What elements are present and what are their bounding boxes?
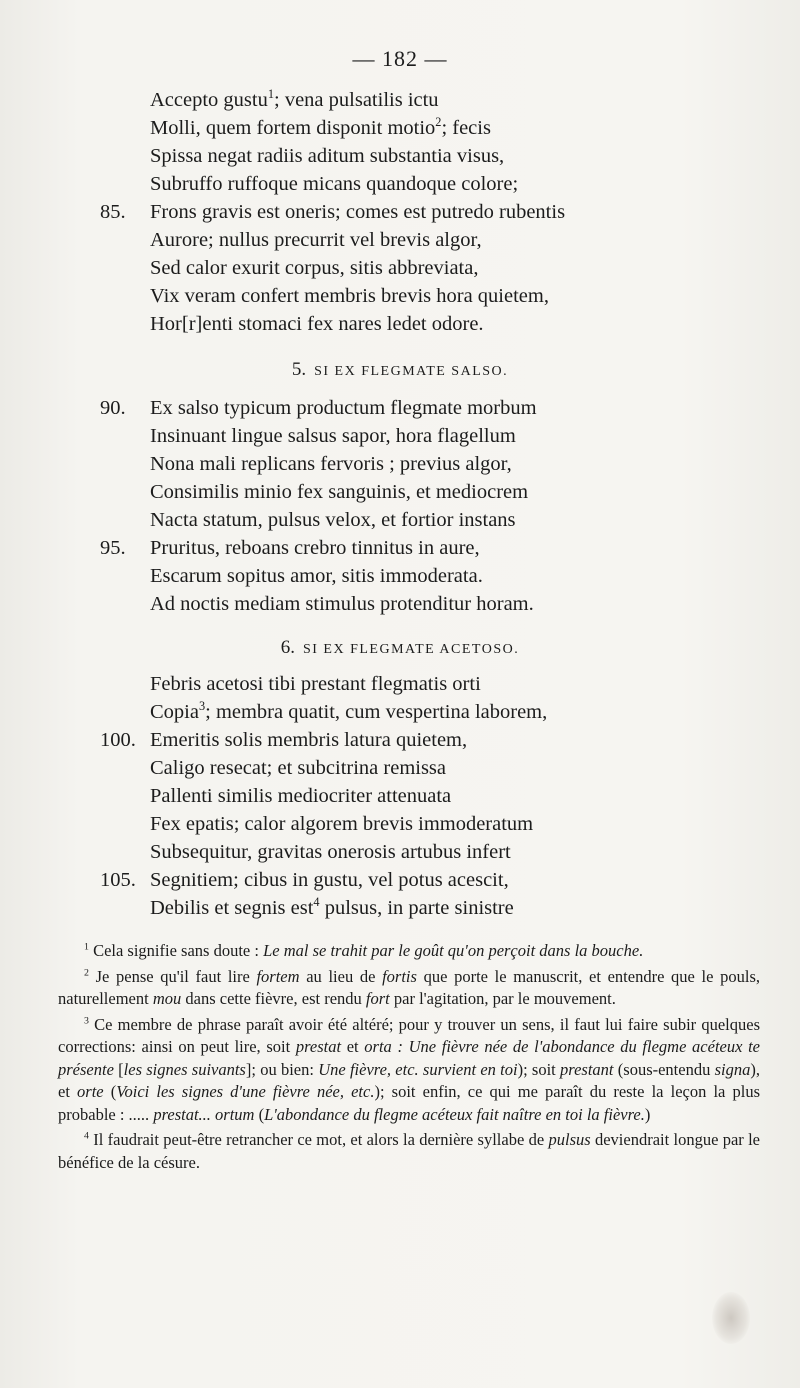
- footnote-text: (: [103, 1082, 117, 1101]
- verse-text: Debilis et segnis est: [150, 897, 314, 919]
- verse-line-text: [150, 726, 467, 754]
- footnote-italic: prestat... ortum: [153, 1104, 255, 1124]
- verse-line-number: 85.: [100, 201, 126, 223]
- verse-text: Copia: [150, 701, 199, 723]
- verse-text: Vix veram confert membris brevis hora quietem,: [150, 285, 549, 307]
- footnote-reference: 2: [435, 115, 442, 130]
- footnotes: [58, 940, 760, 1177]
- verse-line-text: [150, 534, 480, 562]
- verse-text: Caligo resecat; et subcitrina remissa: [150, 757, 447, 779]
- verse-text: Fex epatis; calor algorem brevis immoderatum: [150, 813, 534, 835]
- footnote-italic: Le mal se trahit par le goût qu'on perçoit dans la bouche.: [263, 941, 644, 960]
- verse-line-text: [150, 114, 491, 142]
- verse-line-text: [150, 478, 528, 506]
- verse-line-number: 100.: [100, 729, 136, 751]
- footnote-text: ]; ou bien:: [245, 1059, 319, 1079]
- footnote-3: [58, 1014, 760, 1127]
- section-title: SI EX FLEGMATE ACETOSO.: [302, 642, 520, 657]
- verse-text: Accepto gustu: [150, 89, 268, 111]
- verse-text: Aurore; nullus precurrit vel brevis algor,: [150, 229, 482, 251]
- footnote-2: [58, 966, 760, 1011]
- verse-line-text: [150, 562, 483, 590]
- verse-line-text: [150, 782, 451, 810]
- verse-text: Pallenti similis mediocriter attenuata: [150, 785, 452, 807]
- footnote-text: (sous-entendu: [613, 1059, 715, 1079]
- verse-text: Emeritis solis membris latura quietem,: [150, 729, 468, 751]
- footnote-italic: Voici les signes d'une fièvre née, etc.: [116, 1082, 375, 1101]
- verse-text: Subruffo ruffoque micans quandoque colore;: [150, 173, 519, 195]
- page-number: — 182 —: [352, 46, 448, 71]
- footnote-text: Cela signifie sans doute :: [88, 941, 264, 960]
- footnote-mark: 4: [84, 1130, 89, 1142]
- verse-line-text: [150, 254, 478, 282]
- footnote-text: [: [113, 1059, 124, 1079]
- footnote-reference: 4: [313, 895, 320, 910]
- verse-line-text: [150, 226, 482, 254]
- verse-line-text: [150, 282, 549, 310]
- section-number: 6.: [280, 637, 295, 658]
- footnote-text: au lieu de: [299, 966, 383, 986]
- footnote-text: deviendrait longue par le bénéfice de la césure.: [58, 1130, 760, 1172]
- verse-text: Ex salso typicum productum flegmate morbum: [150, 397, 537, 419]
- footnote-text: (: [254, 1104, 265, 1124]
- verse-line-text: [150, 894, 514, 922]
- verse-line-number: 95.: [100, 537, 126, 559]
- footnote-italic: Une fièvre, etc. survient en toi: [318, 1059, 518, 1079]
- verse-text: ; fecis: [441, 117, 491, 139]
- footnote-text: Ce membre de phrase paraît avoir été altéré; pour y trouver un sens, il faut lui faire subir quelques corrections: ainsi on peut lire, soit: [58, 1014, 760, 1056]
- footnote-text: que porte le manuscrit, et entendre que le pouls, naturellement: [58, 966, 760, 1008]
- footnote-italic: orta : Une fièvre née de l'abondance du flegme acéteux te présente: [58, 1037, 760, 1079]
- verse-line-text: [150, 142, 504, 170]
- section-title: SI EX FLEGMATE SALSO.: [314, 364, 509, 379]
- verse-line-text: [150, 866, 509, 894]
- verse-line-text: [150, 198, 565, 226]
- verse-text: Febris acetosi tibi prestant flegmatis orti: [150, 673, 481, 695]
- footnote-italic: fortis: [382, 966, 417, 986]
- footnote-italic: les signes suivants: [123, 1059, 246, 1079]
- footnote-italic: fort: [365, 989, 390, 1008]
- verse-line-text: [150, 422, 516, 450]
- footnote-italic: pulsus: [548, 1130, 591, 1149]
- footnote-mark: 1: [84, 941, 89, 953]
- footnote-4: [58, 1129, 760, 1174]
- footnote-mark: 3: [84, 1015, 89, 1026]
- footnote-text: Il faudrait peut-être retrancher ce mot, et alors la dernière syllabe de: [88, 1130, 549, 1149]
- verse-text: Nacta statum, pulsus velox, et fortior instans: [150, 509, 516, 531]
- verse-text: Segnitiem; cibus in gustu, vel potus acescit,: [150, 869, 509, 891]
- verse-text: Spissa negat radiis aditum substantia visus,: [150, 145, 505, 167]
- footnote-italic: mou: [152, 989, 182, 1008]
- verse-line-text: [150, 670, 481, 698]
- paper-stain: [712, 1292, 750, 1344]
- footnote-text: par l'agitation, par le mouvement.: [389, 989, 616, 1008]
- verse-text: pulsus, in parte sinistre: [319, 897, 514, 919]
- footnote-text: Je pense qu'il faut lire: [88, 966, 257, 986]
- footnote-italic: prestat: [295, 1037, 342, 1056]
- verse-line-text: [150, 310, 484, 338]
- verse-text: Molli, quem fortem disponit motio: [150, 117, 436, 139]
- verse-line-number: 90.: [100, 397, 126, 419]
- verse-text: Insinuant lingue salsus sapor, hora flagellum: [150, 425, 516, 447]
- section-number: 5.: [291, 359, 307, 380]
- verse-line-text: [150, 394, 537, 422]
- verse-text: Consimilis minio fex sanguinis, et mediocrem: [150, 481, 529, 503]
- footnote-text: ); soit enfin, ce qui me paraît du reste la leçon la plus probable : .....: [58, 1082, 760, 1124]
- section-heading-6: [0, 637, 800, 659]
- verse-text: Hor[r]enti stomaci fex nares ledet odore.: [150, 313, 484, 335]
- footnote-1: [58, 940, 760, 963]
- verse-text: Frons gravis est oneris; comes est putredo rubentis: [150, 201, 566, 223]
- footnote-italic: fortem: [256, 966, 300, 986]
- verse-text: Subsequitur, gravitas onerosis artubus infert: [150, 841, 511, 863]
- verse-text: ; vena pulsatilis ictu: [274, 89, 439, 111]
- footnote-italic: signa: [714, 1059, 751, 1079]
- footnote-reference: 3: [198, 699, 206, 714]
- verse-line-text: [150, 506, 516, 534]
- verse-text: Nona mali replicans fervoris ; previus algor,: [150, 453, 512, 475]
- verse-line-text: [150, 86, 439, 114]
- footnote-italic: orte: [77, 1082, 104, 1101]
- verse-text: Pruritus, reboans crebro tinnitus in aure,: [150, 537, 480, 559]
- footnote-italic: prestant: [560, 1059, 614, 1079]
- verse-line-text: [150, 754, 446, 782]
- verse-line-text: [150, 450, 512, 478]
- verse-text: Sed calor exurit corpus, sitis abbreviata,: [150, 257, 479, 279]
- verse-text: ; membra quatit, cum vespertina laborem,: [205, 701, 548, 723]
- footnote-text: et: [341, 1037, 365, 1056]
- footnote-italic: L'abondance du flegme acéteux fait naître en toi la fièvre.: [264, 1104, 645, 1124]
- footnote-text: ); soit: [517, 1059, 561, 1079]
- verse-line-text: [150, 810, 533, 838]
- footnote-text: dans cette fièvre, est rendu: [181, 989, 366, 1008]
- verse-line-text: [150, 170, 518, 198]
- footnote-text: ), et: [58, 1059, 760, 1101]
- footnote-text: ): [644, 1104, 651, 1124]
- verse-text: Escarum sopitus amor, sitis immoderata.: [150, 565, 483, 587]
- verse-line-text: [150, 590, 534, 618]
- footnote-reference: 1: [267, 87, 275, 102]
- footnote-mark: 2: [84, 967, 89, 978]
- section-heading-5: [0, 359, 800, 381]
- verse-line-text: [150, 838, 511, 866]
- verse-text: Ad noctis mediam stimulus protenditur horam.: [150, 593, 534, 615]
- verse-line-text: [150, 698, 547, 726]
- verse-line-number: 105.: [100, 869, 136, 891]
